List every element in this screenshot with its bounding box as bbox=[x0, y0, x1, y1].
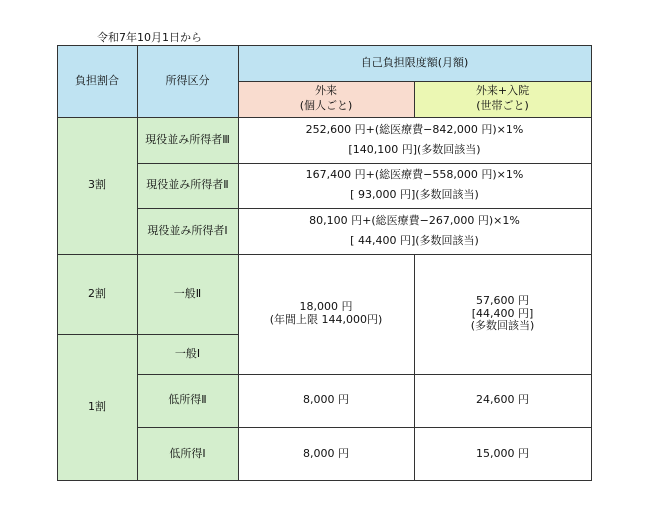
header-household: 外来+入院 bbox=[475, 84, 530, 98]
line-h-117 bbox=[57, 117, 592, 118]
income-low1: 低所得Ⅰ bbox=[169, 446, 206, 460]
header-income-class: 所得区分 bbox=[165, 73, 210, 87]
header-ratio: 負担割合 bbox=[75, 73, 119, 87]
line-h-81 bbox=[238, 81, 592, 82]
effective-date-caption: 令和7年10月1日から bbox=[97, 31, 202, 44]
active1-limit-cell bbox=[238, 208, 591, 254]
general-outpatient-amount: 18,000 円 bbox=[299, 300, 353, 314]
low1-household-cell bbox=[414, 427, 591, 481]
active2-formula: 167,400 円+(総医療費−558,000 円)×1% bbox=[305, 168, 524, 182]
active3-multiple: [140,100 円](多数回該当) bbox=[348, 142, 481, 156]
general-household-note: (多数回該当) bbox=[470, 319, 535, 333]
header-outpatient: 外来 bbox=[315, 84, 337, 98]
ratio-3-cell bbox=[57, 117, 137, 254]
general-household-amount: 57,600 円 bbox=[476, 294, 529, 308]
low1-outpatient-cell bbox=[238, 427, 414, 481]
general-household-multiple: [44,400 円] bbox=[471, 306, 534, 320]
low2-household: 24,600 円 bbox=[476, 393, 529, 407]
header-ratio-cell bbox=[57, 45, 137, 117]
ratio-2-cell bbox=[57, 254, 137, 334]
header-outpatient-note: (個人ごと) bbox=[299, 99, 353, 113]
active3-limit-cell bbox=[238, 117, 591, 163]
line-v-414-body bbox=[414, 254, 415, 481]
header-household-cell bbox=[414, 81, 591, 117]
income-general2-cell bbox=[137, 254, 238, 334]
table-border-right bbox=[591, 45, 592, 481]
income-low2-cell bbox=[137, 374, 238, 427]
line-h-208 bbox=[137, 208, 592, 209]
line-h-163 bbox=[137, 163, 592, 164]
low2-outpatient: 8,000 円 bbox=[303, 393, 349, 407]
income-general1-cell bbox=[137, 334, 238, 374]
header-limit-cell bbox=[238, 45, 591, 81]
header-income-cell bbox=[137, 45, 238, 117]
general-outpatient-cell bbox=[238, 254, 414, 374]
low2-household-cell bbox=[414, 374, 591, 427]
ratio-1: 1割 bbox=[88, 400, 106, 414]
line-v-137 bbox=[137, 45, 138, 481]
income-low2: 低所得Ⅱ bbox=[168, 393, 207, 407]
income-general1: 一般Ⅰ bbox=[174, 346, 201, 360]
line-h-254 bbox=[57, 254, 592, 255]
header-outpatient-cell bbox=[238, 81, 414, 117]
header-limit-title: 自己負担限度額(月額) bbox=[360, 55, 469, 69]
ratio-3: 3割 bbox=[88, 178, 106, 192]
income-low1-cell bbox=[137, 427, 238, 481]
low1-outpatient: 8,000 円 bbox=[303, 446, 349, 460]
active1-multiple: [ 44,400 円](多数回該当) bbox=[350, 233, 479, 247]
ratio-2: 2割 bbox=[88, 286, 106, 300]
active2-limit-cell bbox=[238, 163, 591, 208]
active3-formula: 252,600 円+(総医療費−842,000 円)×1% bbox=[305, 122, 524, 136]
low2-outpatient-cell bbox=[238, 374, 414, 427]
low1-household: 15,000 円 bbox=[476, 446, 529, 460]
income-general2: 一般Ⅱ bbox=[173, 286, 202, 300]
line-v-238 bbox=[238, 45, 239, 481]
income-active3-cell bbox=[137, 117, 238, 163]
ratio-1-cell bbox=[57, 334, 137, 481]
table-border-left bbox=[57, 45, 58, 481]
line-h-334 bbox=[57, 334, 238, 335]
income-active1-cell bbox=[137, 208, 238, 254]
line-h-374 bbox=[137, 374, 592, 375]
line-v-414-head bbox=[414, 81, 415, 117]
line-h-427 bbox=[137, 427, 592, 428]
income-active2: 現役並み所得者Ⅱ bbox=[146, 178, 229, 192]
general-household-cell bbox=[414, 254, 591, 374]
income-active3: 現役並み所得者Ⅲ bbox=[145, 132, 230, 146]
general-outpatient-annual: (年間上限 144,000円) bbox=[269, 313, 383, 326]
active2-multiple: [ 93,000 円](多数回該当) bbox=[350, 187, 479, 201]
income-active1: 現役並み所得者Ⅰ bbox=[147, 223, 228, 237]
income-active2-cell bbox=[137, 163, 238, 208]
active1-formula: 80,100 円+(総医療費−267,000 円)×1% bbox=[309, 213, 520, 227]
header-household-note: (世帯ごと) bbox=[476, 99, 529, 113]
